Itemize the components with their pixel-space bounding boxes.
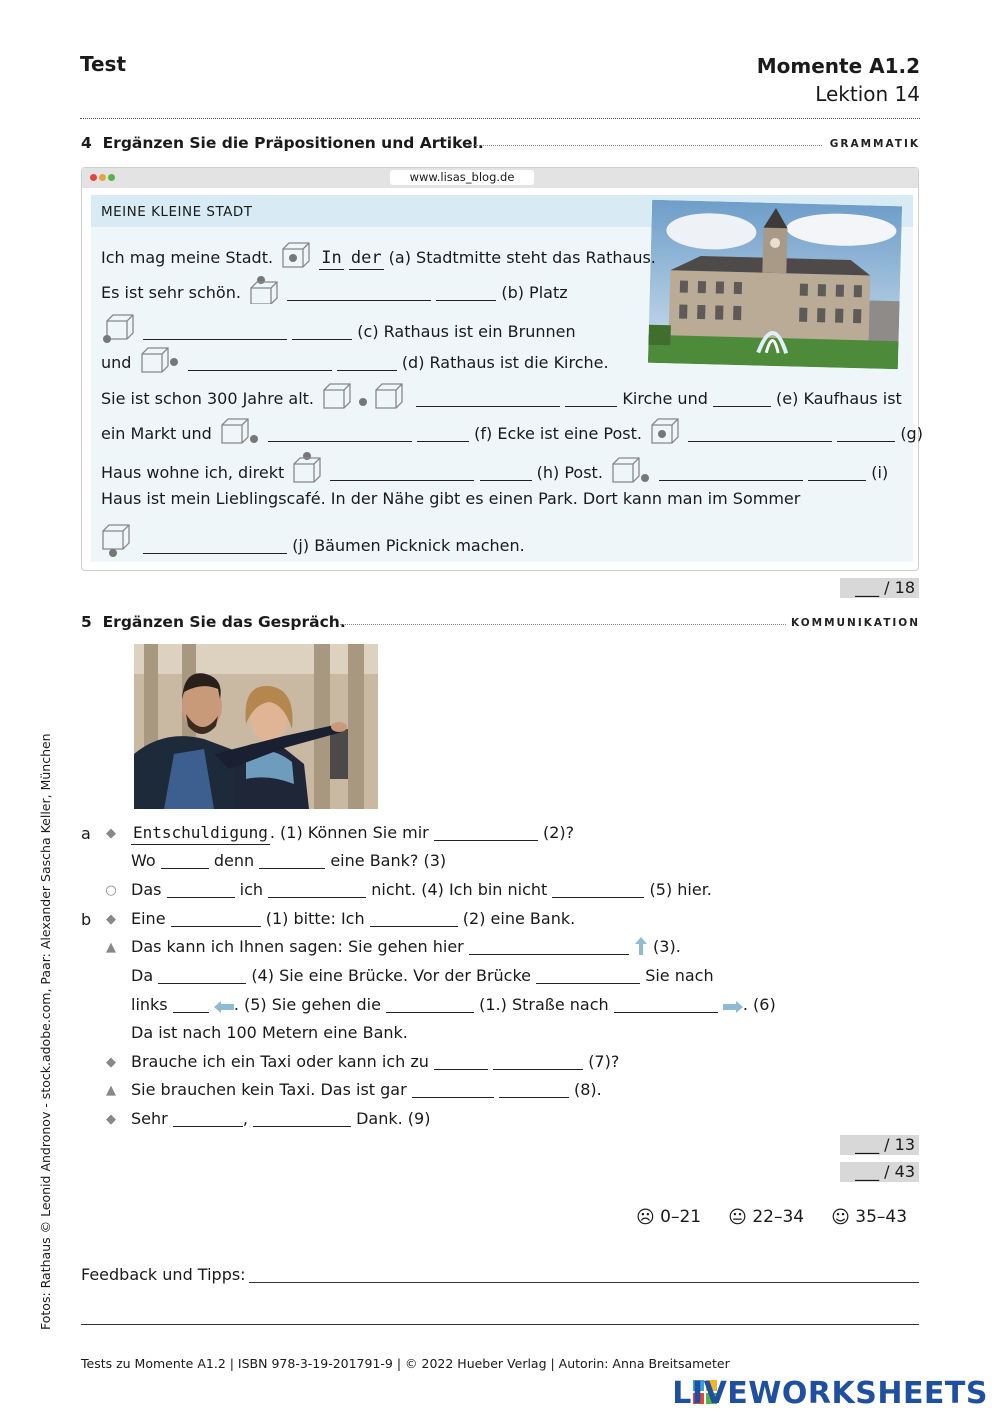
section5-leader — [340, 624, 786, 625]
grade-range-mid: 22–34 — [752, 1207, 805, 1227]
answer-a1[interactable]: In — [321, 248, 342, 268]
gap-c-art[interactable] — [292, 324, 352, 340]
in-preposition-cube-icon — [281, 241, 311, 269]
photo-credits: Fotos: Rathaus © Leonid Andronov - stock.adobe.com, Paar: Alexander Sascha Keller, München — [38, 733, 53, 1330]
speaker-triangle-icon: ▲ — [106, 940, 116, 955]
maximize-dot-icon — [108, 174, 115, 181]
gap-b4[interactable] — [158, 968, 246, 984]
in-front-cube-icon — [101, 311, 135, 343]
dialog-b3: Da (4) Sie eine Brücke. Vor der Brücke Sie nach — [131, 966, 714, 985]
section5-title: Ergänzen Sie das Gespräch. — [102, 613, 346, 631]
gap-i-prep[interactable] — [659, 465, 803, 481]
gap-b1[interactable] — [171, 911, 261, 927]
gap-b9b[interactable] — [253, 1111, 351, 1127]
sad-face-icon: ☹ — [636, 1207, 655, 1228]
gap-b7b[interactable] — [493, 1054, 583, 1070]
speaker-diamond-icon: ◆ — [106, 826, 116, 841]
couple-photo — [134, 644, 378, 809]
feedback-label: Feedback und Tipps: — [81, 1265, 246, 1284]
section5-score: ___ / 13 — [840, 1135, 919, 1155]
total-score: ___ / 43 — [840, 1162, 919, 1182]
section4-heading — [81, 134, 484, 152]
dialog-b1: Eine (1) bitte: Ich (2) eine Bank. — [131, 909, 576, 928]
dialog-a3: Das ich nicht. (4) Ich bin nicht (5) hier. — [131, 880, 712, 899]
dialog-a2: Wo denn eine Bank? (3) — [131, 851, 447, 870]
neutral-face-icon: 😐 — [728, 1207, 747, 1228]
section5-heading — [81, 613, 346, 631]
section4-score: ___ / 18 — [840, 578, 919, 598]
gap-d-prep[interactable] — [188, 355, 332, 371]
browser-bar — [82, 168, 918, 188]
gap-h-prep[interactable] — [330, 465, 474, 481]
grading-scale — [636, 1207, 907, 1228]
book-title — [757, 52, 920, 108]
section4-number: 4 — [81, 134, 92, 152]
dialog-a1: Entschuldigung . (1) Können Sie mir (2)? — [131, 822, 574, 845]
minimize-dot-icon — [99, 174, 106, 181]
gap-e-prep[interactable] — [416, 391, 560, 407]
gap-b6b[interactable] — [614, 997, 718, 1013]
arrow-right-icon — [723, 1001, 743, 1013]
gap-f-prep[interactable] — [268, 426, 412, 442]
blog-title: MEINE KLEINE STADT — [101, 204, 253, 220]
in-cube-icon — [650, 417, 680, 445]
arrow-left-icon — [214, 1001, 234, 1013]
behind-cube-icon — [140, 346, 180, 374]
gap-b5b[interactable] — [173, 997, 209, 1013]
speaker-triangle-icon-2: ▲ — [106, 1083, 116, 1098]
gap-b9a[interactable] — [173, 1111, 243, 1127]
under-cube-icon — [101, 523, 135, 557]
gap-a3a[interactable] — [161, 853, 209, 869]
gap-a2[interactable] — [434, 825, 538, 841]
blog-line-5: Sie ist schon 300 Jahre alt. Kirche und (e) Kaufhaus ist — [101, 382, 902, 410]
speaker-diamond-icon-4: ◆ — [106, 1112, 116, 1127]
gap-b-prep[interactable] — [287, 285, 431, 301]
answer-a2[interactable]: der — [350, 248, 382, 268]
between-cube-icon — [322, 382, 408, 410]
next-to-cube-icon-2 — [611, 456, 651, 484]
gap-b8b[interactable] — [499, 1082, 569, 1098]
section4-title: Ergänzen Sie die Präpositionen und Artikel. — [102, 134, 484, 152]
grade-range-high: 35–43 — [855, 1207, 908, 1227]
blog-line-2: Es ist sehr schön. (b) Platz — [101, 276, 568, 304]
part-a-label: a — [81, 824, 91, 843]
gap-e-art2[interactable] — [713, 391, 771, 407]
liveworksheets-brand: LIVEWORKSHEETS — [672, 1376, 988, 1411]
header-divider — [80, 118, 920, 119]
footer-text: Tests zu Momente A1.2 | ISBN 978-3-19-201791-9 | © 2022 Hueber Verlag | Autorin: Anna Breitsameter — [81, 1356, 730, 1371]
gap-g-art[interactable] — [837, 426, 895, 442]
section5-number: 5 — [81, 613, 92, 631]
gap-c-prep[interactable] — [143, 324, 287, 340]
gap-j-prep[interactable] — [143, 538, 287, 554]
blog-line-8: Haus ist mein Lieblingscafé. In der Nähe gibt es einen Park. Dort kann man im Sommer — [101, 489, 801, 508]
lesson-label: Lektion 14 — [815, 82, 920, 106]
gap-e-art[interactable] — [565, 391, 617, 407]
arrow-up-icon — [634, 937, 648, 955]
dialog-b5: Da ist nach 100 Metern eine Bank. — [131, 1023, 408, 1042]
gap-b2[interactable] — [370, 911, 458, 927]
dialog-b7: Sie brauchen kein Taxi. Das ist gar (8). — [131, 1080, 602, 1099]
speaker-diamond-icon-2: ◆ — [106, 912, 116, 927]
dialog-b2: Das kann ich Ihnen sagen: Sie gehen hier (3). — [131, 937, 681, 956]
gap-b3[interactable] — [469, 939, 629, 955]
gap-a4a[interactable] — [167, 882, 235, 898]
gap-a4b[interactable] — [268, 882, 366, 898]
gap-f-art[interactable] — [417, 426, 469, 442]
gap-a5[interactable] — [552, 882, 644, 898]
url-field: www.lisas_blog.de — [390, 170, 534, 185]
dialog-b6: Brauche ich ein Taxi oder kann ich zu (7)? — [131, 1052, 620, 1071]
blog-line-3: (c) Rathaus ist ein Brunnen — [101, 311, 576, 343]
on-preposition-cube-icon — [249, 276, 279, 304]
gap-a3b[interactable] — [259, 853, 325, 869]
speaker-diamond-icon-3: ◆ — [106, 1055, 116, 1070]
above-cube-icon — [292, 452, 322, 484]
blog-line-6: ein Markt und (f) Ecke ist eine Post. (g) — [101, 417, 923, 445]
gap-b7a[interactable] — [434, 1054, 488, 1070]
town-hall-photo — [648, 200, 902, 369]
dialog-b4: links . (5) Sie gehen die (1.) Straße nach . (6) — [131, 995, 776, 1014]
speaker-circle-icon: ○ — [105, 883, 117, 898]
gap-b5a[interactable] — [536, 968, 640, 984]
feedback-line-1[interactable] — [249, 1282, 919, 1283]
close-dot-icon — [90, 174, 97, 181]
section4-tag: GRAMMATIK — [829, 138, 920, 150]
test-title: Test — [80, 52, 127, 76]
section5-tag: KOMMUNIKATION — [791, 617, 920, 629]
grade-range-low: 0–21 — [660, 1207, 702, 1227]
answer-entschuldigung[interactable]: Entschuldigung — [131, 822, 270, 845]
blog-line-1: Ich mag meine Stadt. In der (a) Stadtmitte steht das Rathaus. — [101, 241, 656, 270]
blog-line-7: Haus wohne ich, direkt (h) Post. (i) — [101, 452, 888, 484]
gap-b8a[interactable] — [412, 1082, 494, 1098]
feedback-line-2[interactable] — [81, 1324, 919, 1325]
gap-b6a[interactable] — [386, 997, 474, 1013]
section4-leader — [468, 145, 822, 146]
part-b-label: b — [81, 910, 92, 929]
book-name: Momente A1.2 — [756, 54, 920, 78]
next-to-cube-icon — [220, 417, 260, 445]
gap-h-art[interactable] — [480, 465, 532, 481]
gap-g-prep[interactable] — [688, 426, 832, 442]
blog-line-9: (j) Bäumen Picknick machen. — [101, 523, 525, 557]
gap-d-art[interactable] — [337, 355, 397, 371]
dialog-b8: Sehr , Dank. (9) — [131, 1109, 431, 1128]
happy-face-icon: ☺ — [831, 1207, 850, 1228]
gap-i-art[interactable] — [808, 465, 866, 481]
blog-line-4: und (d) Rathaus ist die Kirche. — [101, 346, 609, 374]
gap-b-art[interactable] — [436, 285, 496, 301]
